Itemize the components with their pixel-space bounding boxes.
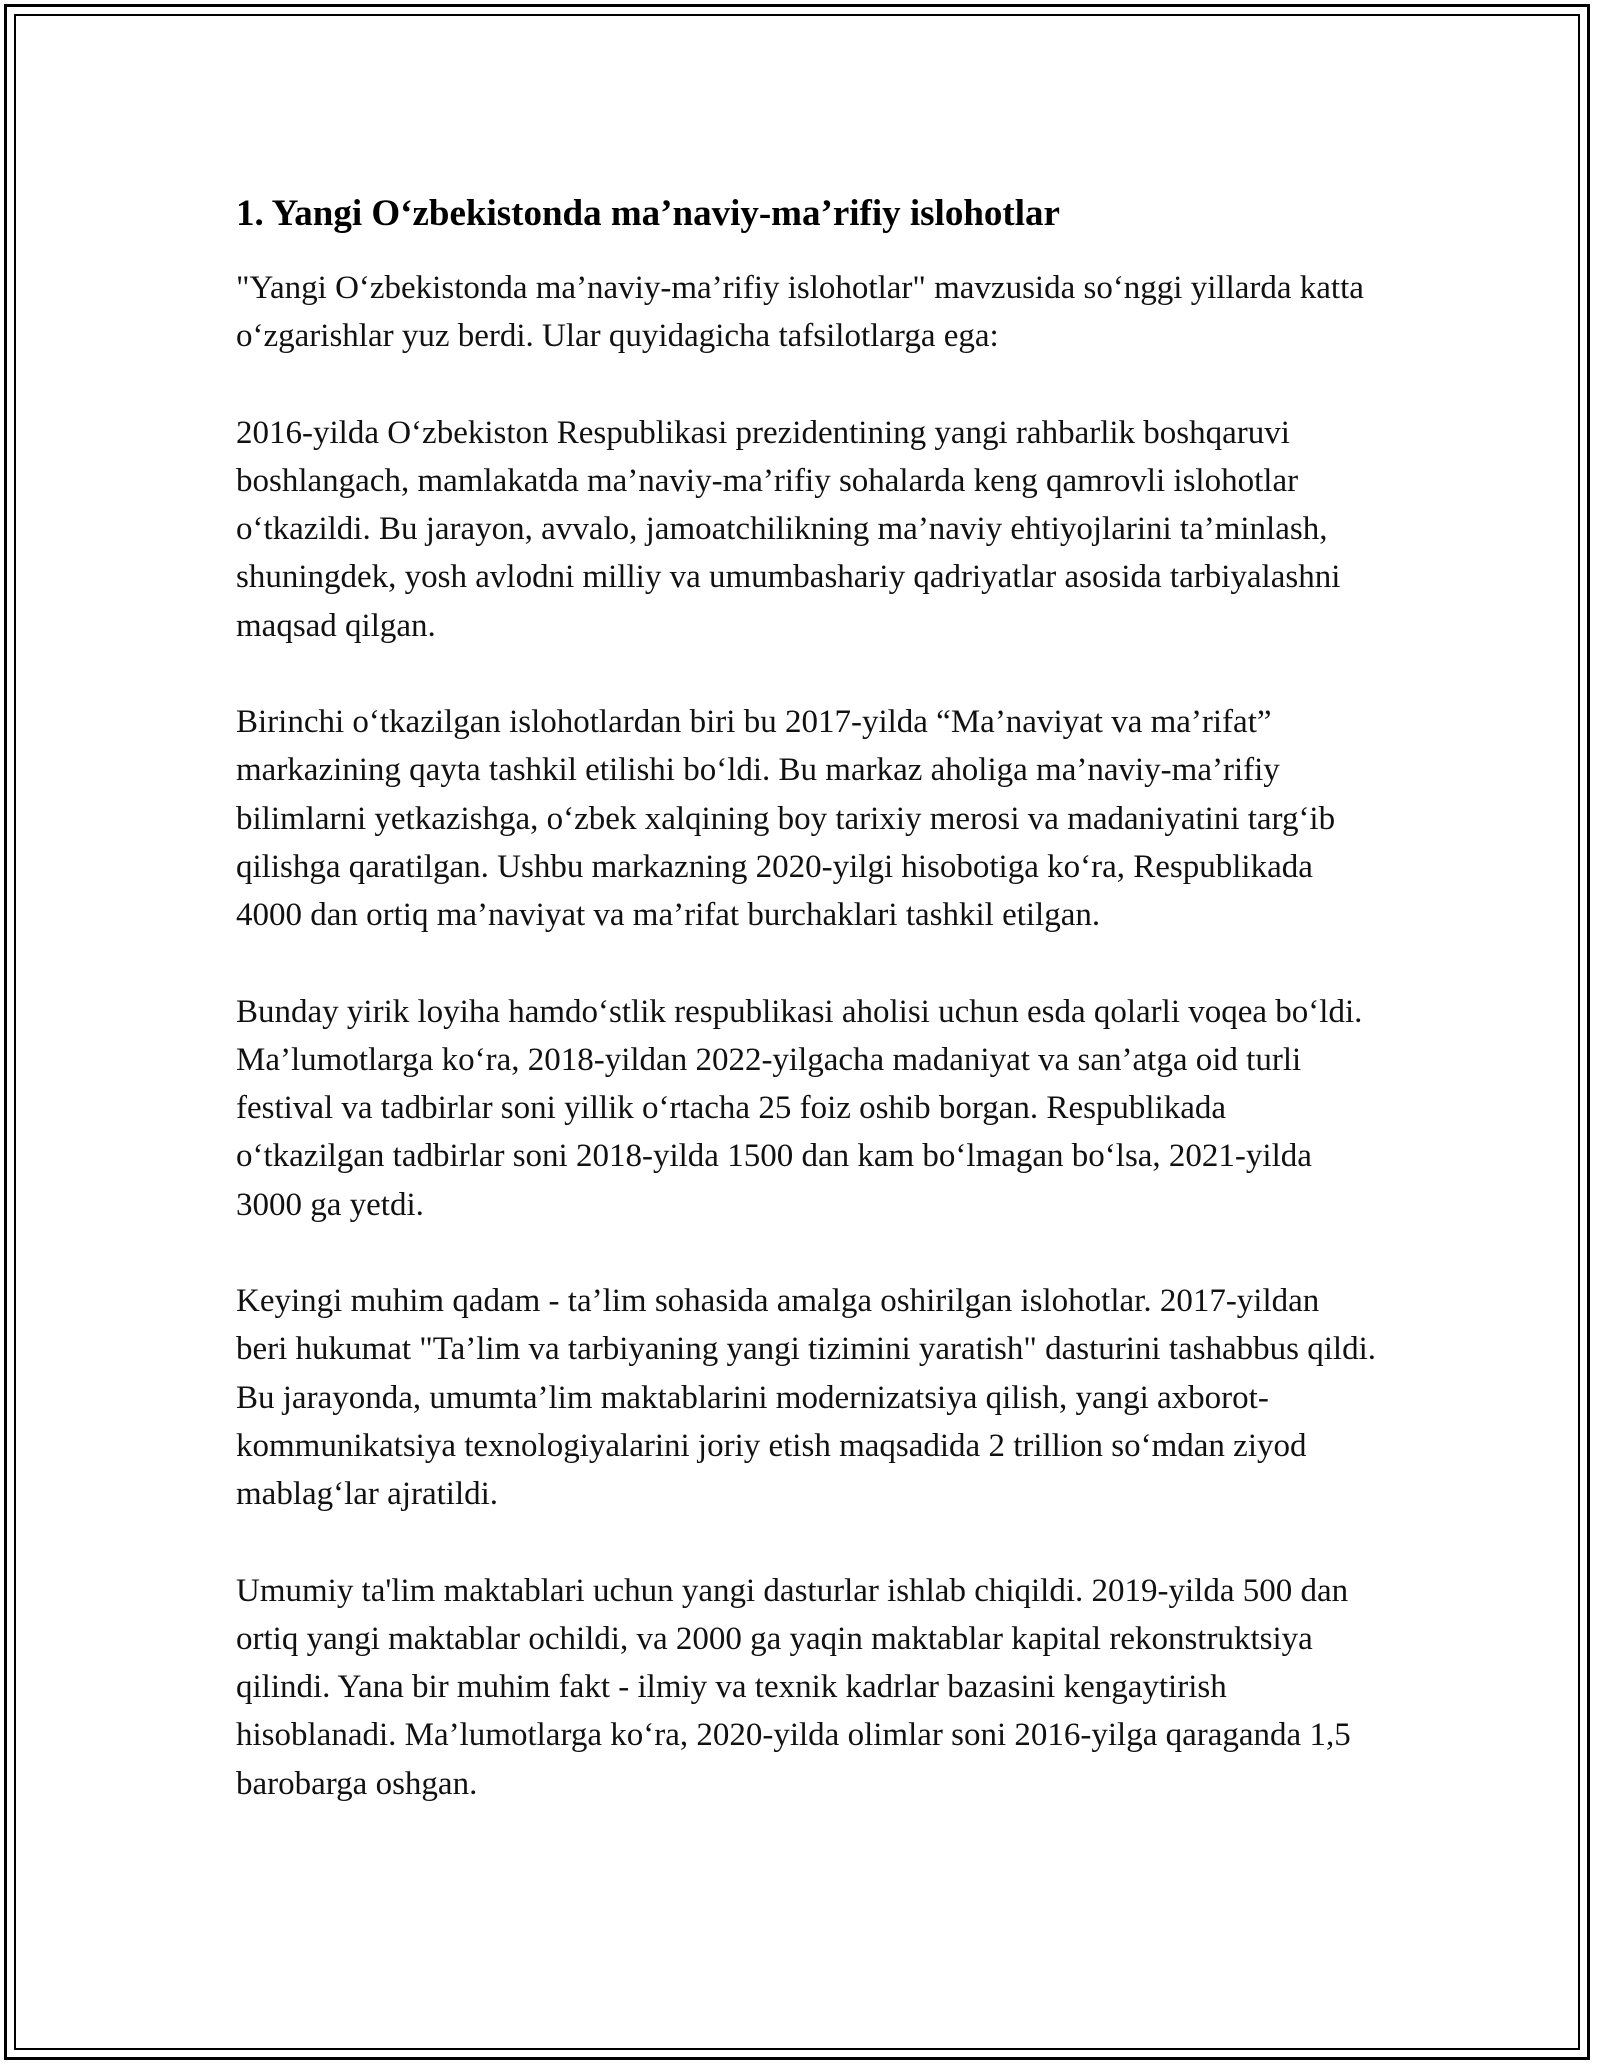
- document-title: 1. Yangi O‘zbekistonda ma’naviy-ma’rifiy islohotlar: [236, 193, 1060, 234]
- paragraph-2016-reforms: 2016-yilda O‘zbekiston Respublikasi prezidentining yangi rahbarlik boshqaruvi boshlangach, mamlakatda ma’naviy-ma’rifiy sohalarda keng qamrovli islohotlar o‘tkazildi. Bu jarayon, avvalo, jamoatchilikning ma’naviy ehtiyojlarini ta’minlash, shuningdek, yosh avlodni milliy va umumbashariy qadriyatlar asosida tarbiyalashni maqsad qilgan.: [236, 414, 1341, 644]
- paragraph-schools: Umumiy ta'lim maktablari uchun yangi dasturlar ishlab chiqildi. 2019-yilda 500 dan ortiq yangi maktablar ochildi, va 2000 ga yaqin maktablar kapital rekonstruktsiya qilindi. Yana bir muhim fakt - ilmiy va texnik kadrlar bazasini kengaytirish hisoblanadi. Ma’lumotlarga ko‘ra, 2020-yilda olimlar soni 2016-yilga qaraganda 1,5 barobarga oshgan.: [236, 1572, 1351, 1802]
- document-body: [236, 188, 1376, 1856]
- paragraph-intro: "Yangi O‘zbekistonda ma’naviy-ma’rifiy islohotlar" mavzusida so‘nggi yillarda katta o‘zgarishlar yuz berdi. Ular quyidagicha tafsilotlarga ega:: [236, 270, 1364, 355]
- paragraph-2017-center: Birinchi o‘tkazilgan islohotlardan biri bu 2017-yilda “Ma’naviyat va ma’rifat” markazining qayta tashkil etilishi bo‘ldi. Bu markaz aholiga ma’naviy-ma’rifiy bilimlarni yetkazishga, o‘zbek xalqining boy tarixiy merosi va madaniyatini targ‘ib qilishga qaratilgan. Ushbu markazning 2020-yilgi hisobotiga ko‘ra, Respublikada 4000 dan ortiq ma’naviyat va ma’rifat burchaklari tashkil etilgan.: [236, 704, 1336, 934]
- paragraph-events: Bunday yirik loyiha hamdo‘stlik respublikasi aholisi uchun esda qolarli voqea bo‘ldi. Ma’lumotlarga ko‘ra, 2018-yildan 2022-yilgacha madaniyat va san’atga oid turli festival va tadbirlar soni yillik o‘rtacha 25 foiz oshib borgan. Respublikada o‘tkazilgan tadbirlar soni 2018-yilda 1500 dan kam bo‘lmagan bo‘lsa, 2021-yilda 3000 ga yetdi.: [236, 993, 1363, 1223]
- paragraph-education: Keyingi muhim qadam - ta’lim sohasida amalga oshirilgan islohotlar. 2017-yildan beri hukumat "Ta’lim va tarbiyaning yangi tizimini yaratish" dasturini tashabbus qildi. Bu jarayonda, umumta’lim maktablarini modernizatsiya qilish, yangi axborot-kommunikatsiya texnologiyalarini joriy etish maqsadida 2 trillion so‘mdan ziyod mablag‘lar ajratildi.: [236, 1283, 1376, 1513]
